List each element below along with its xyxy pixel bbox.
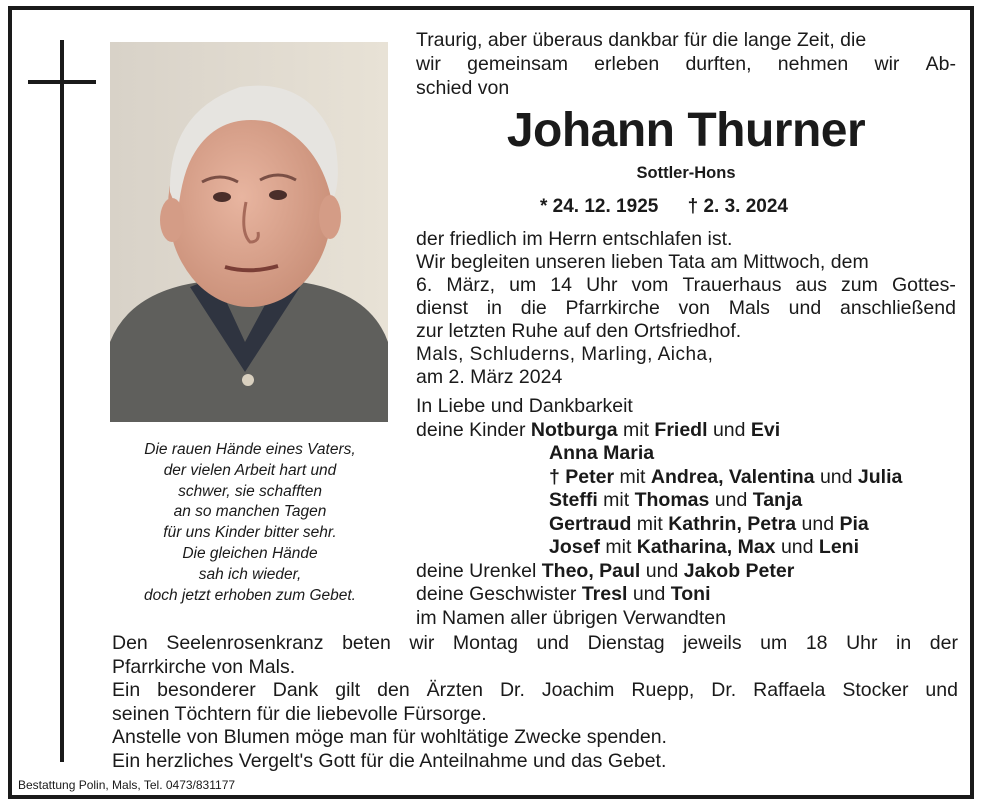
text-word: Mals [728,297,770,319]
family-row [416,419,956,443]
child-name: Anna Maria [549,442,655,464]
intro-word: wir [416,53,441,75]
word-und: und [712,418,746,441]
child-name: Josef [549,536,600,558]
family-closing: im Namen aller übrigen Verwandten [416,606,727,629]
note-line: Ein herzliches Vergelt's Gott für die Anteilnahme und das Gebet. [112,749,667,772]
family-row [416,536,956,560]
intro-text [416,28,956,100]
child-name: Gertraud [549,512,632,535]
grandchild-name: Leni [818,536,859,558]
note-word: Ärzten [426,679,483,701]
family-row [416,466,956,490]
word-mit: mit [603,489,630,511]
geschwister-label: deine Geschwister [416,583,577,605]
family-row [416,583,956,607]
note-word: Stocker [842,679,909,701]
family-list [416,395,956,630]
text-word: 6. [416,274,433,296]
note-word: Ruepp, [631,679,695,701]
child-name: Steffi [549,489,598,511]
text-word: die [520,297,547,319]
bottom-notes [112,632,958,773]
note-word: Dr. [711,679,737,701]
note-word: gilt [335,679,361,701]
word-und: und [819,465,853,488]
intro-line [416,52,956,76]
note-word: beten [342,632,391,654]
places-line: Mals, Schluderns, Marling, Aicha, [416,344,714,365]
family-intro: In Liebe und Dankbarkeit [416,395,633,417]
word-mit: mit [605,536,632,558]
text-line: der friedlich im Herrn entschlafen ist. [416,228,733,250]
poem-line: an so manchen Tagen [173,503,327,521]
text-line [416,297,956,320]
text-word: und [788,297,822,319]
note-word: der [929,632,958,654]
grandchildren-names: Andrea, Valentina [650,465,815,488]
note-word: 18 [805,632,828,654]
text-word: dienst [416,297,469,319]
intro-line: schied von [416,77,510,99]
word-und: und [780,536,814,558]
kinder-label: deine Kinder [416,418,526,441]
note-word: Seelenrosenkranz [166,632,324,654]
poem-line: doch jetzt erhoben zum Gebet. [144,586,356,604]
text-word: zum [841,274,878,296]
text-word: von [678,297,710,319]
spouse-name: Thomas [634,489,710,511]
note-word: wir [409,632,435,654]
grandchildren-names: Kathrin, Petra [668,512,797,535]
poem-line: Die rauen Hände eines Vaters, [144,441,356,458]
cross-vertical-bar [60,40,64,762]
text-word: anschließend [839,297,956,319]
spouse-name: Friedl [654,418,708,441]
intro-word: wir [874,53,900,75]
intro-word: nehmen [777,53,849,75]
text-word: Trauerhaus [682,274,782,296]
word-und: und [632,583,666,605]
note-word: Montag [452,632,518,654]
note-line: Anstelle von Blumen möge man für wohltätige Zwecke spenden. [112,726,667,748]
note-word: Ein [112,679,141,701]
poem-line: sah ich wieder, [198,565,302,583]
word-mit: mit [619,465,646,488]
word-mit: mit [623,418,649,441]
sibling-name: Toni [670,583,711,605]
text-word: um [509,274,537,296]
poem-line: schwer, sie schafften [178,482,322,500]
poem-line: für uns Kinder bitter sehr. [163,524,337,542]
word-mit: mit [636,512,663,535]
note-word: Uhr [846,632,878,654]
sibling-name: Tresl [581,583,628,605]
announcement-text [416,228,956,389]
intro-word: Ab- [925,53,956,75]
note-word: Dienstag [587,632,665,654]
life-dates [540,195,840,219]
urenkel-label: deine Urenkel [416,559,537,582]
family-row [416,560,956,584]
family-row [416,442,956,466]
note-line: seinen Töchtern für die liebevolle Fürsorge. [112,702,487,725]
intro-word: erleben [594,53,660,75]
grandchild-name: Tanja [752,489,803,511]
note-word: Dr. [499,679,525,701]
note-word: den [377,679,410,701]
child-name: Notburga [530,418,618,441]
portrait-photo [110,42,388,422]
note-word: Dank [272,679,319,701]
note-word: in [896,632,912,654]
poem [100,440,400,606]
text-word: aus [795,274,827,296]
note-word: und [925,679,958,701]
text-word: Uhr [586,274,618,296]
great-grandchildren-names: Theo, Paul [541,559,641,582]
grandchild-name: Evi [750,418,781,441]
poem-line: der vielen Arbeit hart und [163,461,337,479]
great-grandchild-name: Jakob Peter [683,559,795,582]
intro-word: gemeinsam [467,53,568,75]
text-line: Wir begleiten unseren lieben Tata am Mittwoch, dem [416,251,869,273]
death-date: † 2. 3. 2024 [687,196,788,217]
note-line [112,632,958,656]
text-word: in [486,297,502,319]
text-word: 14 [550,274,572,296]
intro-line [416,28,956,52]
note-word: besonderer [157,679,256,701]
funeral-home-credit: Bestattung Polin, Mals, Tel. 0473/831177 [18,778,236,792]
note-line [112,679,958,703]
child-name: † Peter [549,465,615,488]
word-und: und [801,512,835,535]
word-und: und [714,489,748,511]
text-word: Pfarrkirche [565,297,660,319]
grandchild-name: Julia [857,465,903,488]
text-line [416,274,956,297]
intro-line-text: Traurig, aber überaus dankbar für die lange Zeit, die [416,29,867,51]
note-word: Joachim [541,679,615,701]
grandchild-name: Pia [839,512,869,535]
text-word: Gottes- [891,274,956,296]
note-word: jeweils [683,632,742,654]
word-und: und [645,559,679,582]
grandchildren-names: Katharina, Max [636,536,776,558]
cross-horizontal-bar [28,80,96,84]
note-line: Pfarrkirche von Mals. [112,655,296,678]
note-word: und [536,632,570,654]
family-row [416,513,956,537]
text-line: zur letzten Ruhe auf den Ortsfriedhof. [416,320,742,342]
text-word: vom [631,274,669,296]
deceased-nickname: Sottler-Hons [636,164,736,182]
note-word: Raffaela [753,679,826,701]
note-word: Den [112,632,148,654]
text-word: März, [446,274,496,296]
intro-word: durften, [685,53,752,75]
birth-date: * 24. 12. 1925 [540,196,659,217]
date-line: am 2. März 2024 [416,366,563,388]
family-row [416,489,956,513]
note-word: um [760,632,788,654]
poem-line: Die gleichen Hände [182,544,318,562]
deceased-name: Johann Thurner [506,104,866,157]
